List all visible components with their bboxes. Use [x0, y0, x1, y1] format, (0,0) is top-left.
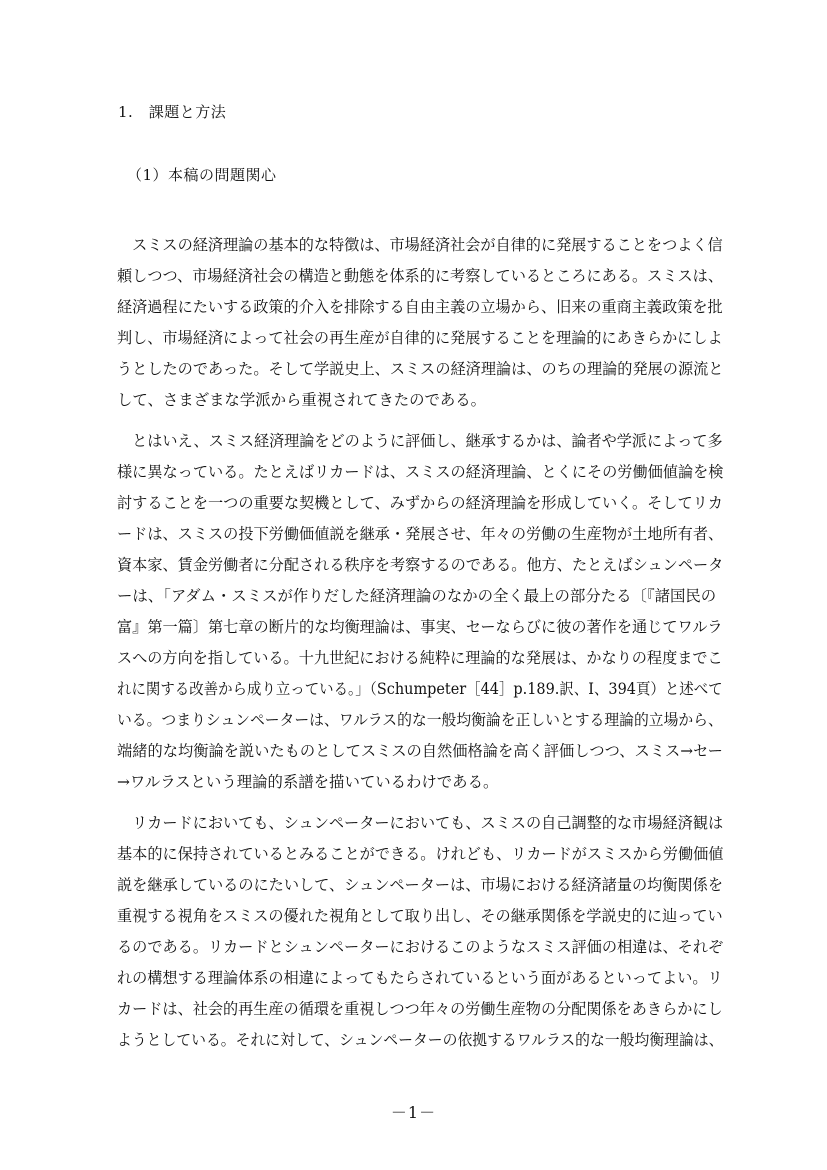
text-line: スミスの経済理論の基本的な特徴は、市場経済社会が自律的に発展することをつよく信: [117, 236, 723, 254]
text-line: 頼しつつ、市場経済社会の構造と動態を体系的に考察しているところにある。スミスは、: [117, 267, 724, 285]
text-line: れに関する改善から成り立っている。」（Schumpeter［44］p.189.訳、I、394頁）と述べて: [117, 680, 723, 698]
text-line: 資本家、賃金労働者に分配される秩序を考察するのである。他方、たとえばシュンペータ: [117, 556, 724, 574]
text-line: うとしたのであった。そして学説史上、スミスの経済理論は、のちの理論的発展の源流と: [117, 360, 724, 378]
text-line: 富』第一篇〕第七章の断片的な均衡理論は、事実、セーならびに彼の著作を通じてワルラ: [117, 618, 723, 636]
text-line: 様に異なっている。たとえばリカードは、スミスの経済理論、とくにその労働価値論を検: [117, 463, 724, 481]
text-line: リカードにおいても、シュンペーターにおいても、スミスの自己調整的な市場経済観は: [117, 814, 724, 832]
text-line: ようとしている。それに対して、シュンペーターの依拠するワルラス的な一般均衡理論は、: [117, 1031, 724, 1049]
text-line: カードは、社会的再生産の循環を重視しつつ年々の労働生産物の分配関係をあきらかにし: [117, 1000, 723, 1018]
text-line: 説を継承しているのにたいして、シュンペーターは、市場における経済諸量の均衡関係を: [117, 876, 724, 894]
text-line: いる。つまりシュンペーターは、ワルラス的な一般均衡論を正しいとする理論的立場から、: [117, 711, 723, 729]
text-line: とはいえ、スミス経済理論をどのように評価し、継承するかは、論者や学派によって多: [117, 432, 723, 450]
text-line: 端緒的な均衡論を説いたものとしてスミスの自然価格論を高く評価しつつ、スミス→セー: [117, 742, 723, 760]
text-line: ーは、「アダム・スミスが作りだした経済理論のなかの全く最上の部分たる〔『諸国民の: [117, 587, 717, 605]
text-line: 判し、市場経済によって社会の再生産が自律的に発展することを理論的にあきらかにしよ: [117, 329, 723, 347]
text-line: るのである。リカードとシュンペーターにおけるこのようなスミス評価の相違は、それぞ: [117, 938, 724, 956]
text-line: 討することを一つの重要な契機として、みずからの経済理論を形成していく。そしてリカ: [117, 494, 723, 512]
text-line: れの構想する理論体系の相違によってもたらされているという面があるといってよい。リ: [117, 969, 723, 987]
text-line: →ワルラスという理論的系譜を描いているわけである。: [117, 773, 499, 791]
subsection-heading: （1）本稿の問題関心: [127, 166, 277, 184]
text-line: して、さまざまな学派から重視されてきたのである。: [117, 391, 487, 409]
text-line: 基本的に保持されているとみることができる。けれども、リカードがスミスから労働価値: [117, 845, 724, 863]
text-line: ードは、スミスの投下労働価値説を継承・発展させ、年々の労働の生産物が土地所有者、: [117, 525, 724, 543]
text-line: スへの方向を指している。十九世紀における純粋に理論的な発展は、かなりの程度までこ: [117, 649, 723, 667]
page-number: －1－: [390, 1103, 437, 1122]
text-line: 重視する視角をスミスの優れた視角として取り出し、その継承関係を学説史的に辿ってい: [117, 907, 723, 925]
text-line: 経済過程にたいする政策的介入を排除する自由主義の立場から、旧来の重商主義政策を批: [117, 298, 723, 316]
section-heading: 1. 課題と方法: [118, 103, 227, 121]
